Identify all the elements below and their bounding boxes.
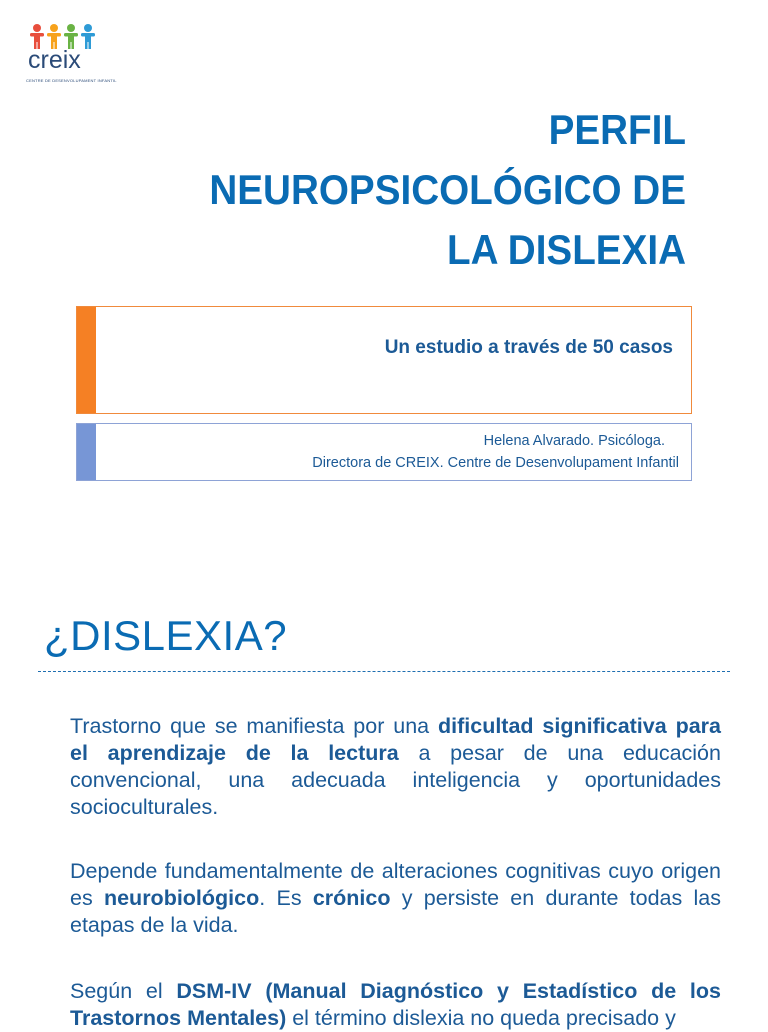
- author-affiliation: Directora de CREIX. Centre de Desenvolupament Infantil: [312, 455, 679, 471]
- title-line: PERFIL: [548, 106, 686, 153]
- subtitle: Un estudio a través de 50 casos: [384, 337, 673, 358]
- logo-wordmark: creix: [28, 46, 81, 74]
- body-text: a pesar de una educación convencional, una adecuada inteligencia y oportunidades socioculturales.: [70, 741, 721, 819]
- section-title: ¿DISLEXIA?: [44, 612, 288, 659]
- author-name: Helena Alvarado. Psicóloga.: [483, 433, 665, 449]
- body-text: . Es: [259, 886, 313, 910]
- body-text: Según el: [70, 979, 177, 1003]
- orange-accent-bar: [77, 307, 96, 413]
- logo-subtitle: CENTRE DE DESENVOLUPAMENT INFANTIL: [26, 78, 117, 83]
- dashed-divider: [38, 671, 730, 672]
- presentation-title: [171, 100, 686, 280]
- title-line: NEUROPSICOLÓGICO DE: [209, 166, 686, 213]
- title-line: LA DISLEXIA: [446, 226, 686, 273]
- paragraph-origin: [70, 858, 721, 939]
- body-text: el término dislexia no queda precisado y: [286, 1006, 676, 1030]
- body-text: Trastorno que se manifiesta por una: [70, 714, 438, 738]
- emphasis-text: DSM-IV (Manual Diagnóstico y Estadístico de los Trastornos Mentales): [70, 979, 721, 1030]
- subtitle-box: [76, 306, 692, 414]
- emphasis-text: neurobiológico: [103, 886, 260, 910]
- author-box: [76, 423, 692, 481]
- emphasis-text: crónico: [312, 886, 391, 910]
- body-text: Depende fundamentalmente de alteraciones cognitivas cuyo origen es: [70, 859, 721, 910]
- blue-accent-bar: [77, 424, 96, 480]
- body-text: y persiste en durante todas las etapas de la vida.: [70, 886, 721, 937]
- paragraph-definition: [70, 713, 721, 821]
- emphasis-text: dificultad significativa para el aprendizaje de la lectura: [70, 714, 721, 765]
- creix-logo: [22, 22, 117, 84]
